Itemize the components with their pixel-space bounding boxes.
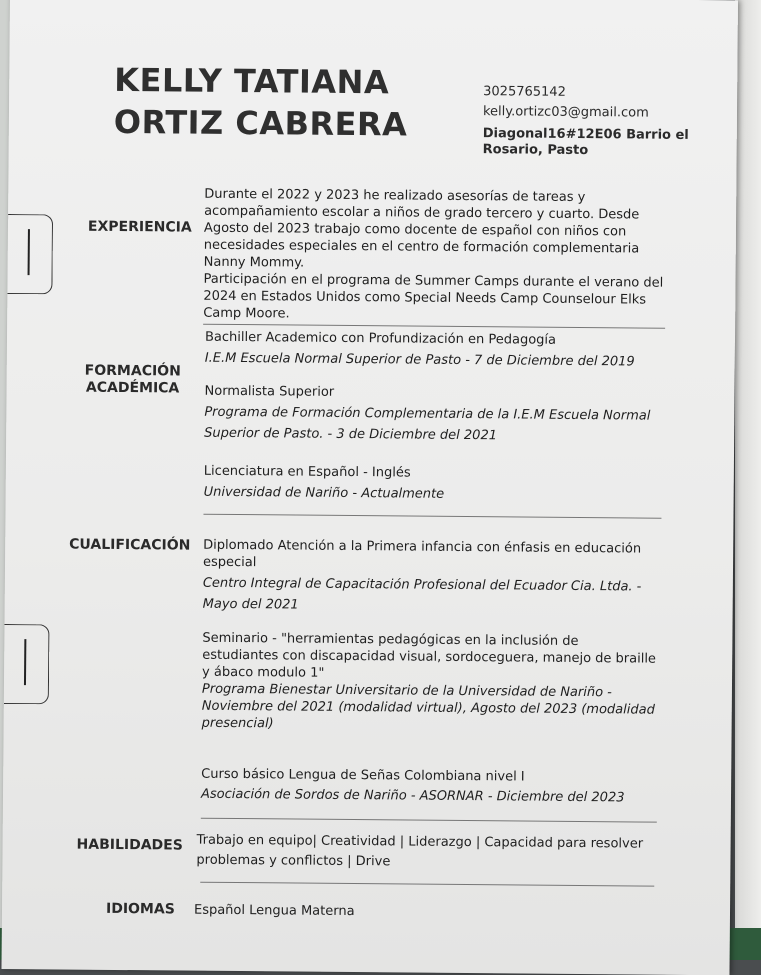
cualificacion-detail: Centro Integral de Capacitación Profesional del Ecuador Cia. Ltda. - [202, 575, 642, 595]
contact-phone: 3025765142 [483, 84, 566, 100]
contact-address-line-2: Rosario, Pasto [482, 142, 589, 159]
candidate-name [114, 59, 408, 146]
section-divider [201, 818, 657, 823]
section-label-formacion [84, 363, 180, 398]
section-divider [203, 514, 661, 519]
experiencia-line: Participación en el programa de Summer Camps durante el verano del [203, 271, 664, 291]
experiencia-line: Camp Moore. [203, 305, 290, 322]
habilidades-text [196, 832, 643, 873]
resume-page [1, 0, 737, 975]
name-line-1: KELLY TATIANA [114, 60, 390, 102]
cualificacion-detail: Programa Bienestar Universitario de la Universidad de Nariño - [201, 681, 612, 701]
experiencia-line: Durante el 2022 y 2023 he realizado asesorías de tareas y [204, 186, 586, 206]
cualificacion-title: y ábaco modulo 1" [202, 664, 325, 681]
experiencia-line: 2024 en Estados Unidos como Special Needs Camp Counselour Elks [203, 288, 647, 308]
binder-tab-top [7, 214, 53, 294]
background-right-page [735, 0, 761, 960]
formacion-detail: Superior de Pasto. - 3 de Diciembre del 2021 [204, 425, 498, 444]
formacion-entry-normalista [204, 383, 651, 446]
formacion-detail: Universidad de Nariño - Actualmente [203, 484, 445, 502]
cualificacion-detail: Asociación de Sordos de Nariño - ASORNAR - Diciembre del 2023 [200, 786, 625, 806]
binder-tab-middle [4, 624, 50, 704]
experiencia-line: necesidades especiales en el centro de formación complementaria [203, 237, 640, 257]
idiomas-text: Español Lengua Materna [193, 902, 355, 920]
cualificacion-title: estudiantes con discapacidad visual, sordoceguera, manejo de braille [202, 647, 657, 667]
formacion-title: Normalista Superior [204, 383, 335, 400]
habilidades-line: Trabajo en equipo| Creatividad | Liderazgo | Capacidad para resolver [196, 832, 644, 852]
cualificacion-title: Diplomado Atención a la Primera infancia con énfasis en educación [203, 537, 642, 557]
formacion-title: Licenciatura en Español - Inglés [203, 463, 411, 481]
cualificacion-detail: Mayo del 2021 [202, 596, 299, 613]
name-line-2: ORTIZ CABRERA [113, 102, 408, 144]
cualificacion-detail: presencial) [201, 715, 274, 732]
section-label-idiomas: IDIOMAS [105, 900, 175, 918]
formacion-label-line-2: ACADÉMICA [85, 379, 180, 397]
formacion-label-line-1: FORMACIÓN [84, 362, 181, 380]
cualificacion-entry-diplomado [203, 537, 642, 617]
contact-email: kelly.ortizc03@gmail.com [482, 104, 649, 121]
section-label-cualificacion: CUALIFICACIÓN [69, 536, 191, 554]
formacion-entry-bachiller [205, 329, 635, 371]
formacion-detail: I.E.M Escuela Normal Superior de Pasto - 7 de Diciembre del 2019 [204, 350, 635, 370]
formacion-title: Bachiller Academico con Profundización en Pedagogía [204, 329, 557, 348]
experiencia-line: acompañamiento escolar a niños de grado tercero y cuarto. Desde [204, 203, 640, 223]
section-label-experiencia: EXPERIENCIA [87, 218, 192, 236]
cualificacion-entry-curso [201, 766, 625, 807]
section-label-habilidades: HABILIDADES [76, 836, 183, 854]
cualificacion-title: especial [202, 554, 257, 571]
formacion-detail: Programa de Formación Complementaria de la I.E.M Escuela Normal [204, 404, 651, 424]
experiencia-line: Agosto del 2023 trabajo como docente de español con niños con [203, 220, 627, 240]
habilidades-line: problemas y conflictos | Drive [196, 852, 391, 870]
formacion-entry-licenciatura [204, 463, 445, 503]
cualificacion-title: Curso básico Lengua de Señas Colombiana nivel I [201, 766, 525, 785]
experiencia-line: Nanny Mommy. [203, 254, 305, 271]
cualificacion-entry-seminario [202, 630, 657, 736]
cualificacion-detail: Noviembre del 2021 (modalidad virtual), Agosto del 2023 (modalidad [201, 698, 655, 718]
section-divider [200, 882, 654, 887]
experiencia-text [203, 186, 664, 326]
contact-address-line-1: Diagonal16#12E06 Barrio el [482, 126, 689, 143]
cualificacion-title: Seminario - "herramientas pedagógicas en la inclusión de [202, 630, 579, 649]
